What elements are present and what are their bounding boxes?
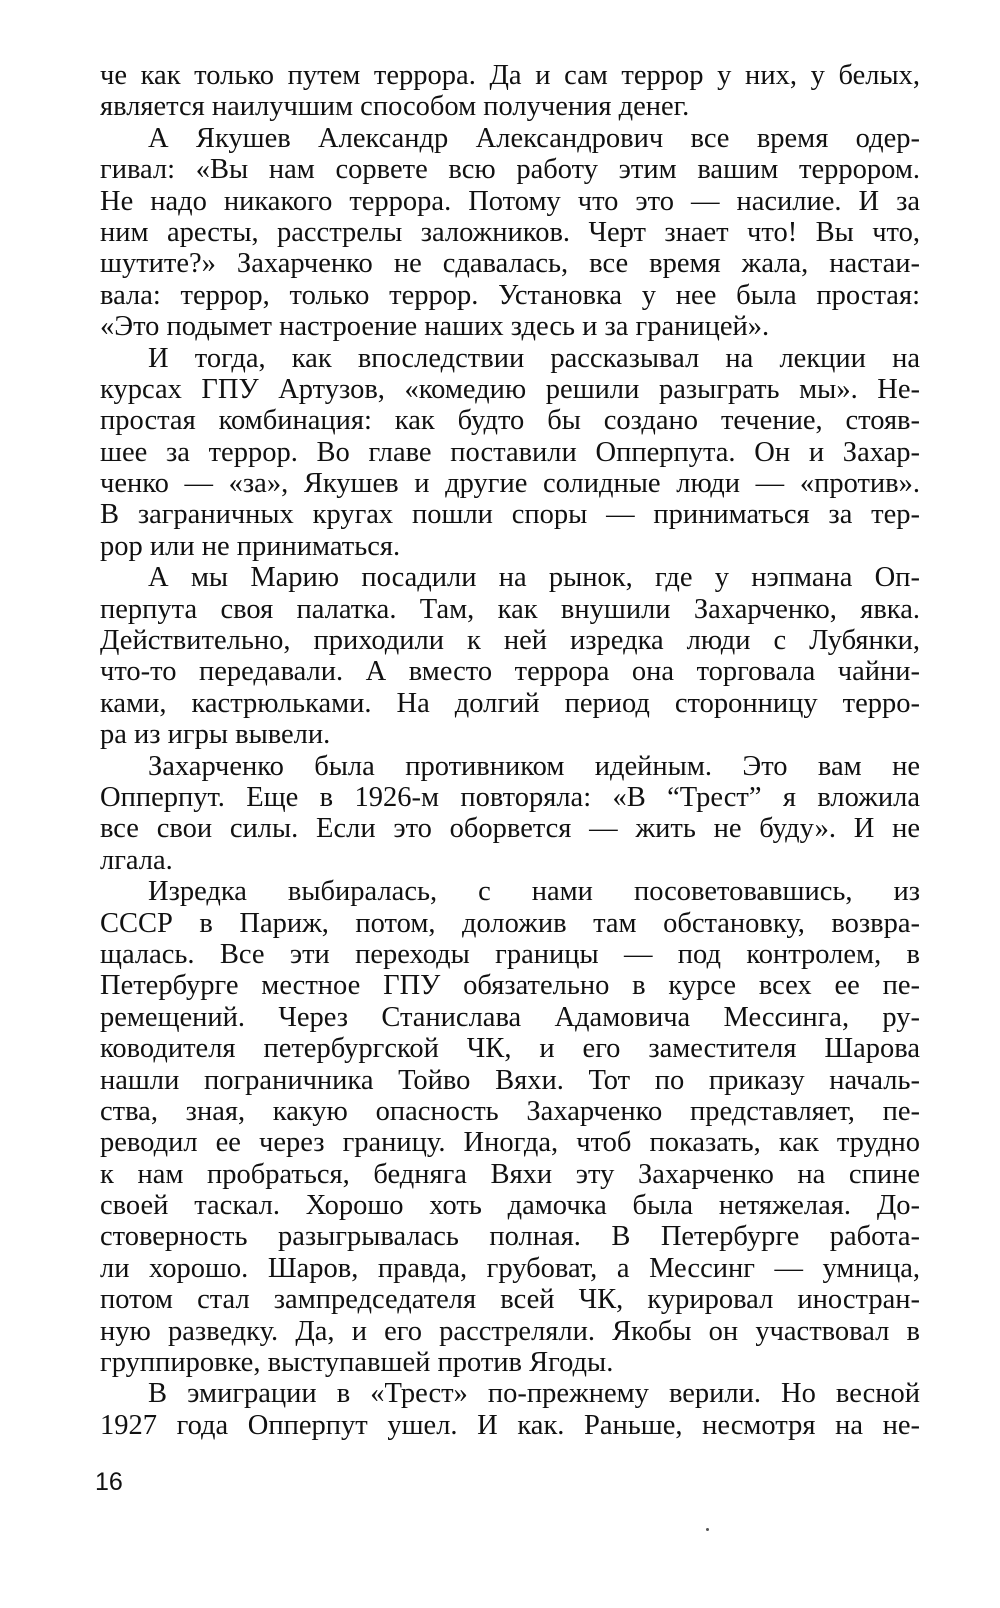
text-line: шее за террор. Во главе поставили Опперпута. Он и Захар-	[100, 436, 920, 468]
text-line: «Это подымет настроение наших здесь и за границей».	[100, 311, 770, 343]
text-line: И тогда, как впоследствии рассказывал на лекции на	[148, 342, 920, 374]
text-line: В эмиграции в «Трест» по-прежнему верили. Но весной	[148, 1378, 920, 1410]
text-line: все свои силы. Если это оборвется — жить не буду». И не	[100, 813, 920, 845]
text-line: ную разведку. Да, и его расстреляли. Якобы он участвовал в	[100, 1315, 920, 1347]
text-line: вала: террор, только террор. Установка у нее была простая:	[100, 279, 920, 311]
text-line: своей таскал. Хорошо хоть дамочка была нетяжелая. До-	[100, 1190, 920, 1222]
text-line: нашли пограничника Тойво Вяхи. Тот по приказу началь-	[100, 1064, 920, 1096]
text-line: гивал: «Вы нам сорвете всю работу этим вашим террором.	[100, 154, 920, 186]
text-line: 1927 года Опперпут ушел. И как. Раньше, несмотря на не-	[100, 1409, 920, 1441]
text-line: Петербурге местное ГПУ обязательно в курсе всех ее пе-	[100, 970, 920, 1002]
scan-speck	[706, 1528, 709, 1531]
text-line: шутите?» Захарченко не сдавалась, все время жала, настаи-	[100, 248, 920, 280]
text-line: А Якушев Александр Александрович все время одер-	[148, 122, 920, 154]
text-line: простая комбинация: как будто бы создано течение, стояв-	[100, 405, 920, 437]
text-line: к нам пробраться, бедняга Вяхи эту Захарченко на спине	[100, 1158, 920, 1190]
text-line: В заграничных кругах пошли споры — приниматься за тер-	[100, 499, 920, 531]
text-line: ра из игры вывели.	[100, 719, 331, 751]
text-line: ремещений. Через Станислава Адамовича Мессинга, ру-	[100, 1001, 920, 1033]
page-number: 16	[95, 1468, 123, 1496]
text-line: щалась. Все эти переходы границы — под контролем, в	[100, 938, 920, 970]
text-line: ли хорошо. Шаров, правда, грубоват, а Мессинг — умница,	[100, 1252, 920, 1284]
text-line: Не надо никакого террора. Потому что это — насилие. И за	[100, 185, 920, 217]
text-line: ченко — «за», Якушев и другие солидные люди — «против».	[100, 468, 920, 500]
text-line: стоверность разыгрывалась полная. В Петербурге работа-	[100, 1221, 920, 1253]
text-line: что-то передавали. А вместо террора она торговала чайни-	[100, 656, 920, 688]
text-line: перпута своя палатка. Там, как внушили Захарченко, явка.	[100, 593, 920, 625]
text-line: Опперпут. Еще в 1926-м повторяла: «В “Трест” я вложила	[100, 781, 920, 813]
text-line: потом стал зампредседателя всей ЧК, курировал иностран-	[100, 1284, 920, 1316]
text-line: лгала.	[100, 844, 173, 876]
text-line: Действительно, приходили к ней изредка люди с Лубянки,	[100, 625, 920, 657]
text-line: реводил ее через границу. Иногда, чтоб показать, как трудно	[100, 1127, 920, 1159]
text-line: ним аресты, расстрелы заложников. Черт знает что! Вы что,	[100, 216, 920, 248]
page-body-text	[100, 60, 920, 1480]
text-line: курсах ГПУ Артузов, «комедию решили разыграть мы». Не-	[100, 373, 920, 405]
text-line: группировке, выступавшей против Ягоды.	[100, 1347, 614, 1379]
text-line: А мы Марию посадили на рынок, где у нэпмана Оп-	[148, 562, 920, 594]
text-line: является наилучшим способом получения денег.	[100, 91, 690, 123]
text-line: Изредка выбиралась, с нами посоветовавшись, из	[148, 876, 920, 908]
text-line: ководителя петербургской ЧК, и его заместителя Шарова	[100, 1033, 920, 1065]
text-line: че как только путем террора. Да и сам террор у них, у белых,	[100, 60, 920, 91]
text-line: Захарченко была противником идейным. Это вам не	[148, 750, 920, 782]
text-line: СССР в Париж, потом, доложив там обстановку, возвра-	[100, 907, 920, 939]
text-line: ками, кастрюльками. На долгий период сторонницу терро-	[100, 687, 920, 719]
text-line: ства, зная, какую опасность Захарченко представляет, пе-	[100, 1095, 920, 1127]
text-line: рор или не приниматься.	[100, 530, 401, 562]
